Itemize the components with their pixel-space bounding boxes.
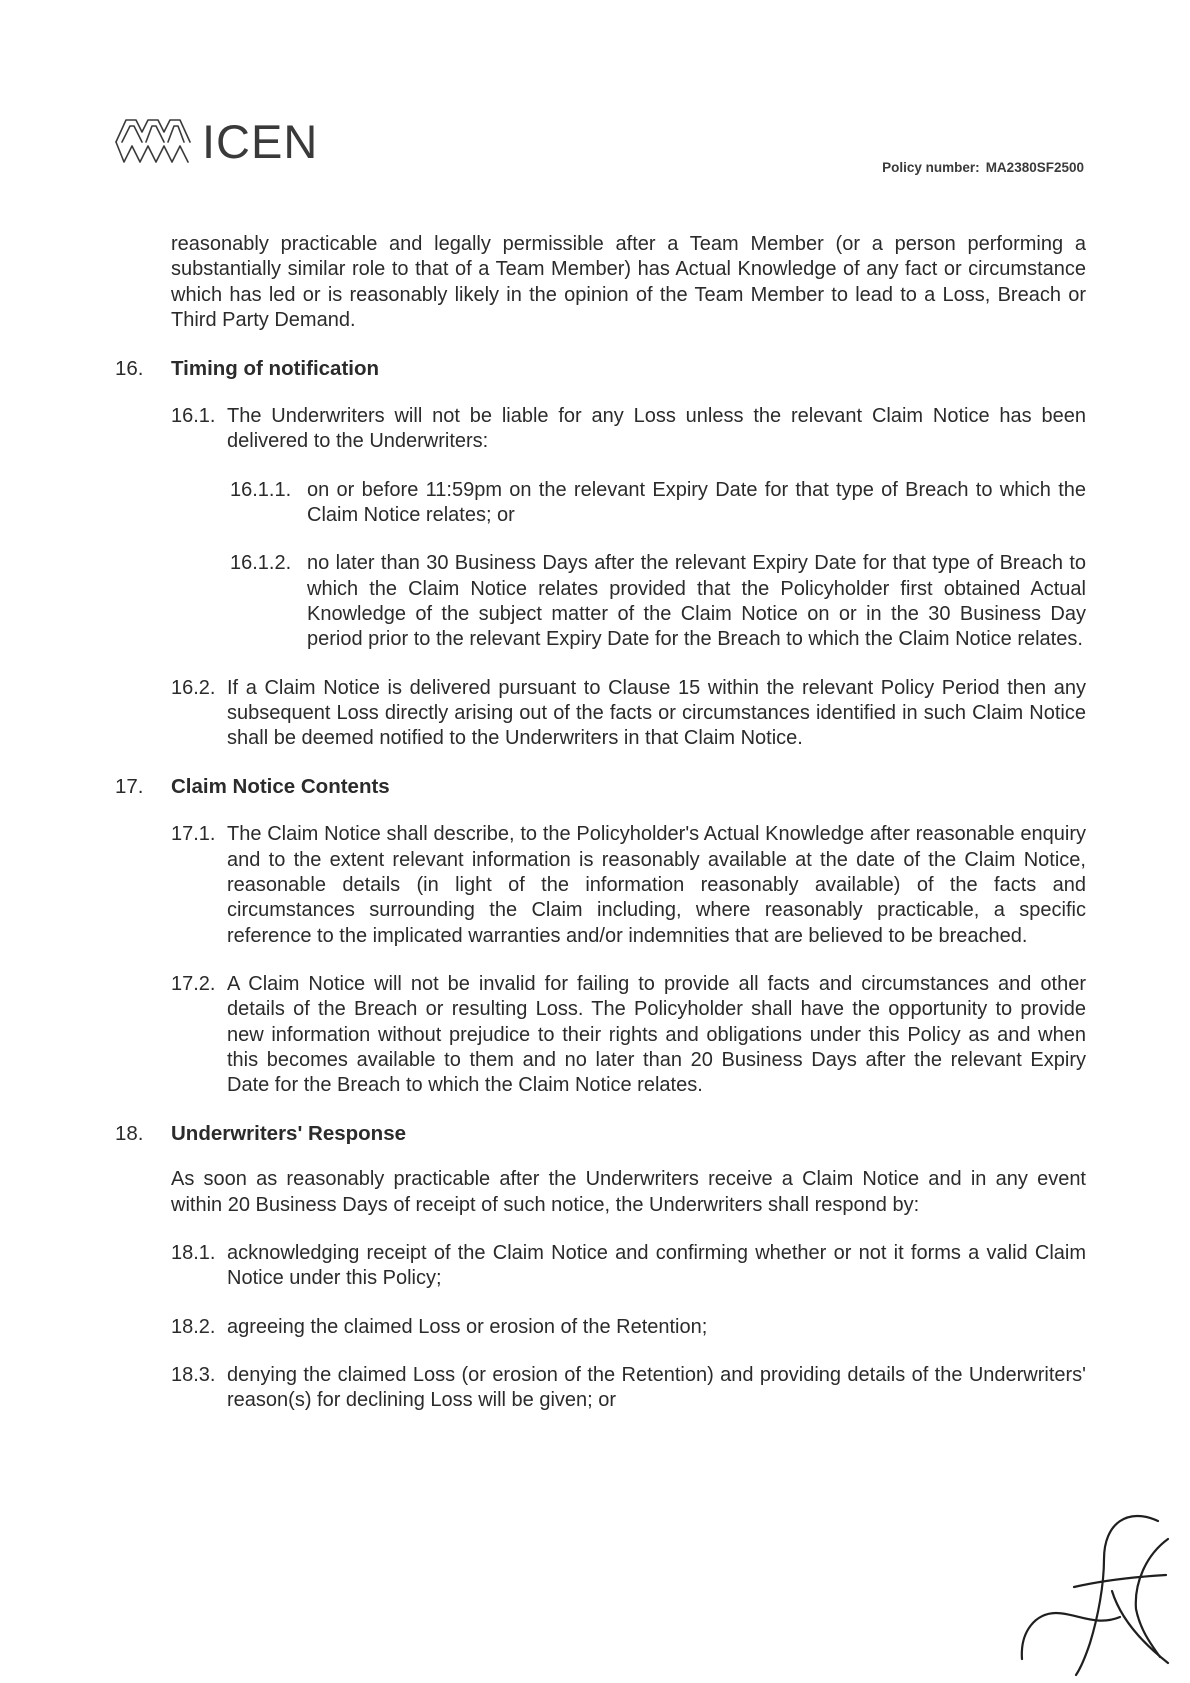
- section-number: 16.: [115, 357, 144, 381]
- section-heading-16: [115, 357, 1190, 381]
- section-heading-18: [115, 1122, 1190, 1146]
- clause-number: 17.1.: [171, 823, 216, 846]
- intro-paragraph: reasonably practicable and legally permissible after a Team Member (or a person performing a substantially similar role to that of a Team Member) has Actual Knowledge of any fact or circumstance which has led or is reasonably likely in the opinion of the Team Member to lead to a Loss, Breach or Third Party Demand.: [171, 233, 1086, 331]
- clause-17-1: [171, 822, 1190, 948]
- section-18-paragraph: As soon as reasonably practicable after the Underwriters receive a Claim Notice and in any event within 20 Business Days of receipt of such notice, the Underwriters shall respond by:: [171, 1168, 1086, 1216]
- clause-18-3: [171, 1363, 1190, 1414]
- policy-number: [882, 160, 1084, 175]
- clause-text: acknowledging receipt of the Claim Notice and confirming whether or not it forms a valid Claim Notice under this Policy;: [227, 1242, 1086, 1290]
- clause-18-1: [171, 1241, 1190, 1292]
- subclause-text: no later than 30 Business Days after the relevant Expiry Date for that type of Breach to which the Claim Notice relates provided that the Policyholder first obtained Actual Knowledge of the subject matter of the Claim Notice on or in the 30 Business Day period prior to the relevant Expiry Date for the Breach to which the Claim Notice relates.: [307, 552, 1086, 651]
- clause-16-2: [171, 676, 1190, 752]
- clause-number: 18.2.: [171, 1315, 216, 1338]
- section-title: Timing of notification: [171, 357, 380, 381]
- section-heading-17: [115, 775, 1190, 799]
- policy-number-label: Policy number:: [882, 160, 980, 175]
- document-body: [0, 232, 1190, 1414]
- section-number: 18.: [115, 1122, 144, 1146]
- clause-text: The Claim Notice shall describe, to the Policyholder's Actual Knowledge after reasonable enquiry and to the extent relevant information is reasonably available at the date of the Claim Notice, reasonable details (in light of the information reasonably available) of the facts and circumstances surrounding the Claim including, where reasonably practicable, a specific reference to the implicated warranties and/or indemnities that are believed to be breached.: [227, 823, 1086, 947]
- clause-number: 17.2.: [171, 972, 216, 995]
- logo-text: ICEN: [202, 114, 319, 168]
- clause-18-2: [171, 1315, 1190, 1340]
- clause-16-1-1: [230, 478, 1190, 529]
- clause-17-2: [171, 972, 1190, 1098]
- clause-text: The Underwriters will not be liable for any Loss unless the relevant Claim Notice has been delivered to the Underwriters:: [227, 405, 1086, 453]
- clause-text: A Claim Notice will not be invalid for failing to provide all facts and circumstances and other details of the Breach or resulting Loss. The Policyholder shall have the opportunity to provide new information without prejudice to their rights and obligations under this Policy as and when this becomes available to them and no later than 20 Business Days after the relevant Expiry Date for the Breach to which the Claim Notice relates.: [227, 972, 1086, 1097]
- clause-number: 18.1.: [171, 1242, 216, 1265]
- company-logo: [112, 112, 318, 170]
- clause-number: 16.2.: [171, 676, 216, 699]
- policy-number-value: MA2380SF2500: [985, 160, 1084, 175]
- clause-text: agreeing the claimed Loss or erosion of the Retention;: [227, 1315, 708, 1338]
- clause-number: 18.3.: [171, 1363, 216, 1386]
- section-number: 17.: [115, 775, 144, 799]
- clause-number: 16.1.: [171, 405, 216, 428]
- clause-16-1: [171, 404, 1190, 455]
- subclause-number: 16.1.1.: [230, 478, 292, 501]
- icen-logo-mark-icon: [112, 112, 194, 170]
- section-title: Claim Notice Contents: [171, 775, 390, 799]
- clause-text: denying the claimed Loss (or erosion of the Retention) and providing details of the Underwriters' reason(s) for declining Loss will be given; or: [227, 1363, 1086, 1412]
- subclause-text: on or before 11:59pm on the relevant Expiry Date for that type of Breach to which the Claim Notice relates; or: [307, 478, 1086, 527]
- clause-16-1-2: [230, 551, 1190, 652]
- clause-text: If a Claim Notice is delivered pursuant to Clause 15 within the relevant Policy Period then any subsequent Loss directly arising out of the facts or circumstances identified in such Claim Notice shall be deemed notified to the Underwriters in that Claim Notice.: [227, 676, 1086, 750]
- subclause-number: 16.1.2.: [230, 552, 292, 575]
- section-title: Underwriters' Response: [171, 1122, 406, 1146]
- handwritten-initials-icon: [1000, 1463, 1190, 1683]
